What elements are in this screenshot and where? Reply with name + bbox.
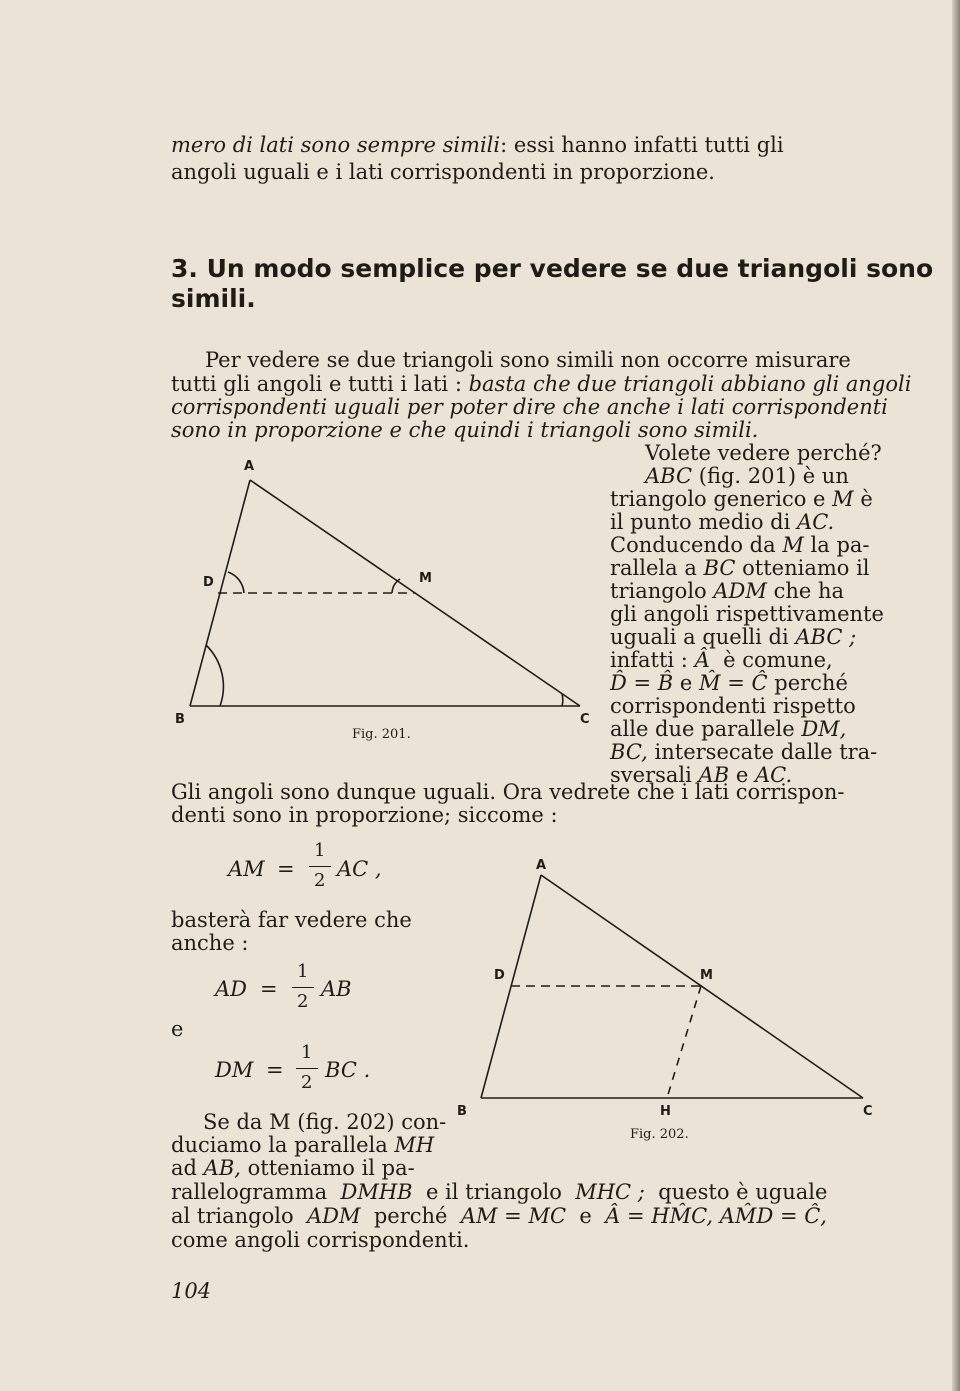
label-a: A — [244, 459, 255, 474]
text-span: e — [679, 671, 693, 695]
eq-lhs: AM — [228, 857, 265, 881]
text-span: Conducendo da — [610, 533, 776, 557]
figure-caption: Fig. 201. — [352, 727, 411, 742]
text-span: otteniamo il pa- — [247, 1156, 415, 1180]
math-var: AC. — [797, 510, 835, 534]
math-var: AB, — [203, 1156, 241, 1180]
label-c: C — [580, 712, 590, 727]
eq-rhs: BC . — [325, 1058, 371, 1082]
math-var: ADM — [713, 579, 767, 603]
text-span: rallelogramma — [171, 1180, 328, 1204]
text-span: al triangolo — [171, 1204, 294, 1228]
text-span: e il triangolo — [425, 1180, 562, 1204]
parallel-mh — [667, 986, 701, 1098]
text-span: : essi hanno infatti tutti gli — [500, 133, 784, 157]
text-span: triangolo — [610, 579, 707, 603]
text-span: è — [860, 487, 873, 511]
text-span: rallela a — [610, 556, 697, 580]
label-b: B — [175, 712, 185, 727]
label-h: H — [660, 1104, 671, 1119]
label-c: C — [863, 1104, 873, 1119]
text-line — [171, 1157, 415, 1180]
math-expr: M̂ = Ĉ — [699, 671, 768, 695]
text-span: che ha — [773, 579, 845, 603]
text-line — [171, 1134, 434, 1157]
italic-phrase: mero di lati sono sempre simili — [171, 133, 501, 157]
text-line — [610, 488, 873, 511]
text-line: sono in proporzione e che quindi i triangoli sono simili. — [171, 418, 759, 442]
figure-202 — [455, 855, 875, 1115]
text-span: e — [735, 763, 749, 787]
text-line: denti sono in proporzione; siccome : — [171, 803, 558, 827]
math-var: ABC ; — [795, 625, 857, 649]
text-line: anche : — [171, 931, 249, 955]
text-span: questo è uguale — [658, 1180, 828, 1204]
label-m: M — [419, 571, 432, 586]
eq-numerator: 1 — [297, 961, 309, 982]
text-line: angoli uguali e i lati corrispondenti in proporzione. — [171, 160, 715, 184]
text-span: uguali a quelli di — [610, 625, 789, 649]
text-line: corrispondenti rispetto — [610, 694, 856, 718]
text-line — [171, 1181, 827, 1204]
text-span: perché — [373, 1204, 448, 1228]
text-line: basterà far vedere che — [171, 908, 412, 932]
label-d: D — [494, 968, 505, 983]
label-m: M — [700, 968, 713, 983]
math-expr: Â = HM̂C, AM̂D = Ĉ, — [605, 1204, 827, 1228]
math-var: M — [782, 533, 804, 557]
math-expr: AM = MC — [460, 1204, 567, 1228]
text-span: perché — [774, 671, 848, 695]
text-line: come angoli corrispondenti. — [171, 1228, 470, 1252]
fraction-bar — [309, 866, 331, 867]
text-line: Gli angoli sono dunque uguali. Ora vedrete che i lati corrispon- — [171, 780, 845, 804]
section-heading: 3. Un modo semplice per vedere se due triangoli sono — [171, 254, 934, 283]
text-span: alle due parallele — [610, 717, 795, 741]
text-span: è comune, — [723, 648, 833, 672]
eq-rhs: AC , — [337, 857, 382, 881]
text-span: duciamo la parallela — [171, 1133, 388, 1157]
text-line: e — [171, 1017, 184, 1041]
section-heading-cont: simili. — [171, 284, 256, 313]
eq-denominator: 2 — [301, 1072, 313, 1093]
math-var: M — [832, 487, 854, 511]
text-line — [610, 741, 877, 764]
text-span: la pa- — [810, 533, 870, 557]
math-var: BC — [703, 556, 736, 580]
text-line — [171, 373, 911, 396]
math-var: DM, — [801, 717, 847, 741]
eq-denominator: 2 — [297, 991, 309, 1012]
math-var: DMHB — [340, 1180, 413, 1204]
eq-denominator: 2 — [314, 870, 326, 891]
text-line: Volete vedere perché? — [645, 441, 882, 465]
eq-lhs: AD — [215, 977, 248, 1001]
text-line: gli angoli rispettivamente — [610, 602, 884, 626]
text-line — [610, 534, 870, 557]
text-span: triangolo generico e — [610, 487, 826, 511]
figure-caption: Fig. 202. — [630, 1127, 689, 1142]
text-line — [610, 649, 833, 672]
math-var: AB — [698, 763, 730, 787]
italic-phrase: basta che due triangoli abbiano gli angoli — [468, 372, 912, 396]
label-d: D — [203, 575, 214, 590]
math-var: AC. — [754, 763, 793, 787]
text-line — [610, 626, 856, 649]
eq-rhs: AB — [321, 977, 352, 1001]
math-var: MHC ; — [575, 1180, 645, 1204]
fraction-bar — [296, 1068, 318, 1069]
text-line: Per vedere se due triangoli sono simili non occorre misurare — [205, 348, 851, 372]
angle-b-arc — [206, 645, 223, 706]
text-line: Se da M (fig. 202) con- — [203, 1110, 447, 1134]
text-line — [610, 580, 844, 603]
eq-lhs: DM — [215, 1058, 254, 1082]
text-line — [610, 672, 848, 695]
text-span: infatti : — [610, 648, 688, 672]
angle-d-arc — [228, 572, 244, 593]
text-span: otteniamo il — [742, 556, 870, 580]
page-number: 104 — [171, 1279, 212, 1303]
math-var: ADM — [306, 1204, 361, 1228]
math-var: MH — [394, 1133, 435, 1157]
eq-numerator: 1 — [301, 1042, 313, 1063]
math-var: ABC — [645, 464, 693, 488]
text-line — [610, 557, 870, 580]
text-span: il punto medio di — [610, 510, 791, 534]
text-line — [171, 134, 784, 157]
label-b: B — [457, 1104, 467, 1119]
fraction-bar — [292, 987, 314, 988]
text-span: tutti gli angoli e tutti i lati : — [171, 372, 469, 396]
eq-numerator: 1 — [314, 840, 326, 861]
eq-sign: = — [277, 857, 295, 881]
text-line — [610, 511, 834, 534]
text-line — [610, 718, 846, 741]
label-a: A — [536, 858, 547, 873]
text-span: e — [579, 1204, 592, 1228]
text-span: intersecate dalle tra- — [654, 740, 878, 764]
page-edge — [952, 0, 960, 1391]
text-line — [171, 1205, 827, 1228]
text-span: sversali — [610, 763, 692, 787]
text-line — [645, 465, 849, 488]
math-expr: D̂ = B̂ — [610, 671, 674, 695]
text-span: (fig. 201) è un — [698, 464, 849, 488]
eq-sign: = — [260, 977, 278, 1001]
angle-c-arc — [562, 694, 563, 706]
math-var: Â — [694, 648, 710, 672]
figure-201 — [170, 455, 610, 755]
text-line: corrispondenti uguali per poter dire che anche i lati corrispondenti — [171, 395, 888, 419]
math-var: BC, — [610, 740, 648, 764]
text-span: ad — [171, 1156, 197, 1180]
eq-sign: = — [266, 1058, 284, 1082]
